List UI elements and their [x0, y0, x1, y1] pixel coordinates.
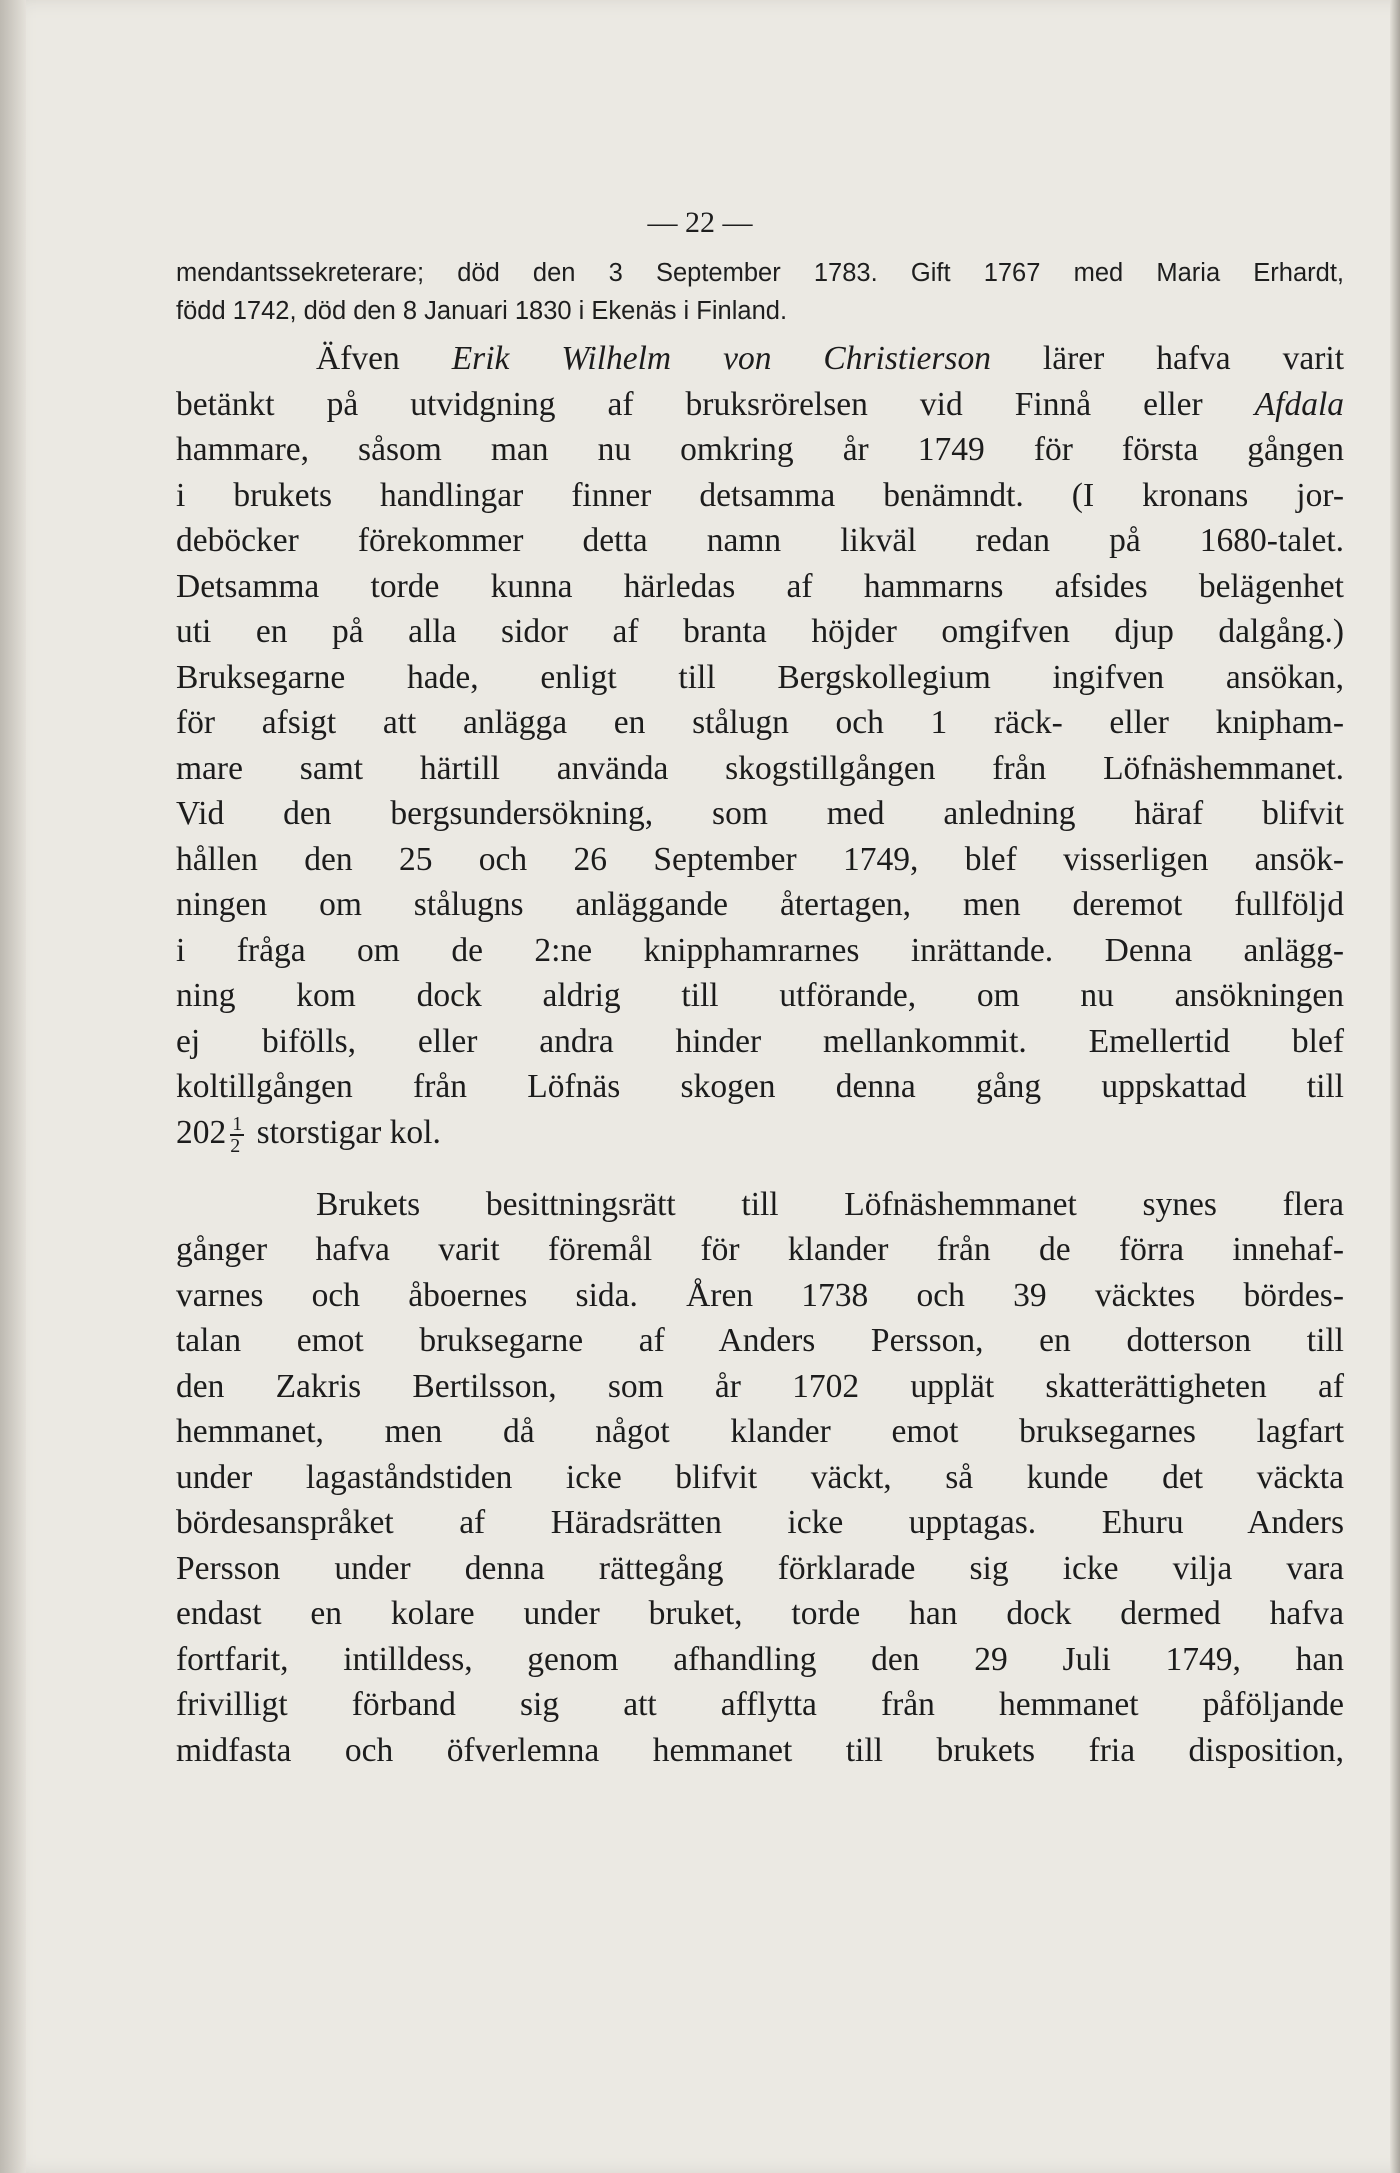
paragraph-1 [176, 336, 1344, 1156]
paragraph-line [176, 382, 1344, 428]
paragraph-line: hållen den 25 och 26 September 1749, blef visserligen ansök- [176, 840, 1344, 878]
page-number: — 22 — [647, 206, 753, 239]
footnote-line: mendantssekreterare; död den 3 September 1783. Gift 1767 med Maria Erhardt, [176, 259, 1344, 287]
text-run: Äfven [316, 340, 452, 377]
paragraph-line: uti en på alla sidor af branta höjder omgifven djup dalgång.) [176, 613, 1344, 650]
number: 202 [176, 1113, 227, 1151]
paragraph-line: hammare, såsom man nu omkring år 1749 för första gången [176, 431, 1344, 468]
paragraph-line: ej bifölls, eller andra hinder mellankommit. Emellertid blef [176, 1022, 1344, 1060]
text-run: betänkt på utvidgning af bruksrörelsen vid Finnå eller [176, 385, 1255, 423]
fraction [230, 1114, 244, 1156]
paragraph-line: midfasta och öfverlemna hemmanet till brukets fria disposition, [176, 1731, 1344, 1769]
paragraph-2 [176, 1182, 1344, 1774]
paragraph-line [176, 1110, 1344, 1156]
paragraph-line: talan emot bruksegarne af Anders Persson, en dotterson till [176, 1322, 1344, 1360]
paragraph-line: ningen om stålugns anläggande återtagen, men deremot fullföljd [176, 886, 1344, 923]
paragraph-line: deböcker förekommer detta namn likväl redan på 1680-talet. [176, 522, 1344, 559]
page-right-edge [1390, 0, 1400, 2173]
fraction-denominator: 2 [230, 1134, 241, 1157]
paragraph-line: frivilligt förband sig att afflytta från hemmanet påföljande [176, 1686, 1344, 1724]
paragraph-line: hemmanet, men då något klander emot bruksegarnes lagfart [176, 1413, 1344, 1451]
footnote-line: född 1742, död den 8 Januari 1830 i Ekenäs i Finland. [176, 297, 788, 325]
paragraph-line: endast en kolare under bruket, torde han dock dermed hafva [176, 1595, 1344, 1633]
paragraph-line: koltillgången från Löfnäs skogen denna gång uppskattad till [176, 1068, 1344, 1105]
paragraph-line: bördesanspråket af Häradsrätten icke upptagas. Ehuru Anders [176, 1504, 1344, 1542]
paragraph-gap [176, 1156, 1344, 1182]
paragraph-line: mare samt härtill använda skogstillgången från Löfnäshemmanet. [176, 749, 1344, 787]
italic-place-name: Afdala [1254, 385, 1344, 423]
page-gutter-shadow [0, 0, 26, 2173]
paragraph-line: för afsigt att anlägga en stålugn och 1 räck- eller knipham- [176, 704, 1344, 741]
italic-name: Erik Wilhelm von Christierson [451, 340, 991, 377]
paragraph-line: den Zakris Bertilsson, som år 1702 upplät skatterättigheten af [176, 1367, 1344, 1405]
paragraph-line: Bruksegarne hade, enligt till Bergskollegium ingifven ansökan, [176, 658, 1344, 696]
paragraph-line [176, 336, 1344, 382]
paragraph-line: under lagaståndstiden icke blifvit väckt, så kunde det väckta [176, 1458, 1344, 1496]
text-run: lärer hafva varit [990, 340, 1345, 377]
paragraph-line: Brukets besittningsrätt till Löfnäshemmanet synes flera [316, 1185, 1344, 1223]
text-run: storstigar kol. [248, 1113, 441, 1151]
paragraph-line: Vid den bergsundersökning, som med anledning häraf blifvit [176, 795, 1344, 832]
body-text [176, 336, 1344, 1773]
paragraph-line: varnes och åboernes sida. Åren 1738 och 39 väcktes bördes- [176, 1276, 1344, 1314]
paragraph-line: Persson under denna rättegång förklarade sig icke vilja vara [176, 1549, 1344, 1587]
footnote [176, 254, 1344, 330]
fraction-numerator: 1 [232, 1112, 243, 1135]
paragraph-line: gånger hafva varit föremål för klander från de förra innehaf- [176, 1231, 1344, 1269]
paragraph-line: i fråga om de 2:ne knipphamrarnes inrättande. Denna anlägg- [176, 931, 1344, 969]
paragraph-line: fortfarit, intilldess, genom afhandling den 29 Juli 1749, han [176, 1640, 1344, 1678]
paragraph-line: Detsamma torde kunna härledas af hammarns afsides belägenhet [176, 567, 1344, 605]
paragraph-line: i brukets handlingar finner detsamma benämndt. (I kronans jor- [176, 476, 1344, 514]
paragraph-line: ning kom dock aldrig till utförande, om nu ansökningen [176, 977, 1344, 1014]
